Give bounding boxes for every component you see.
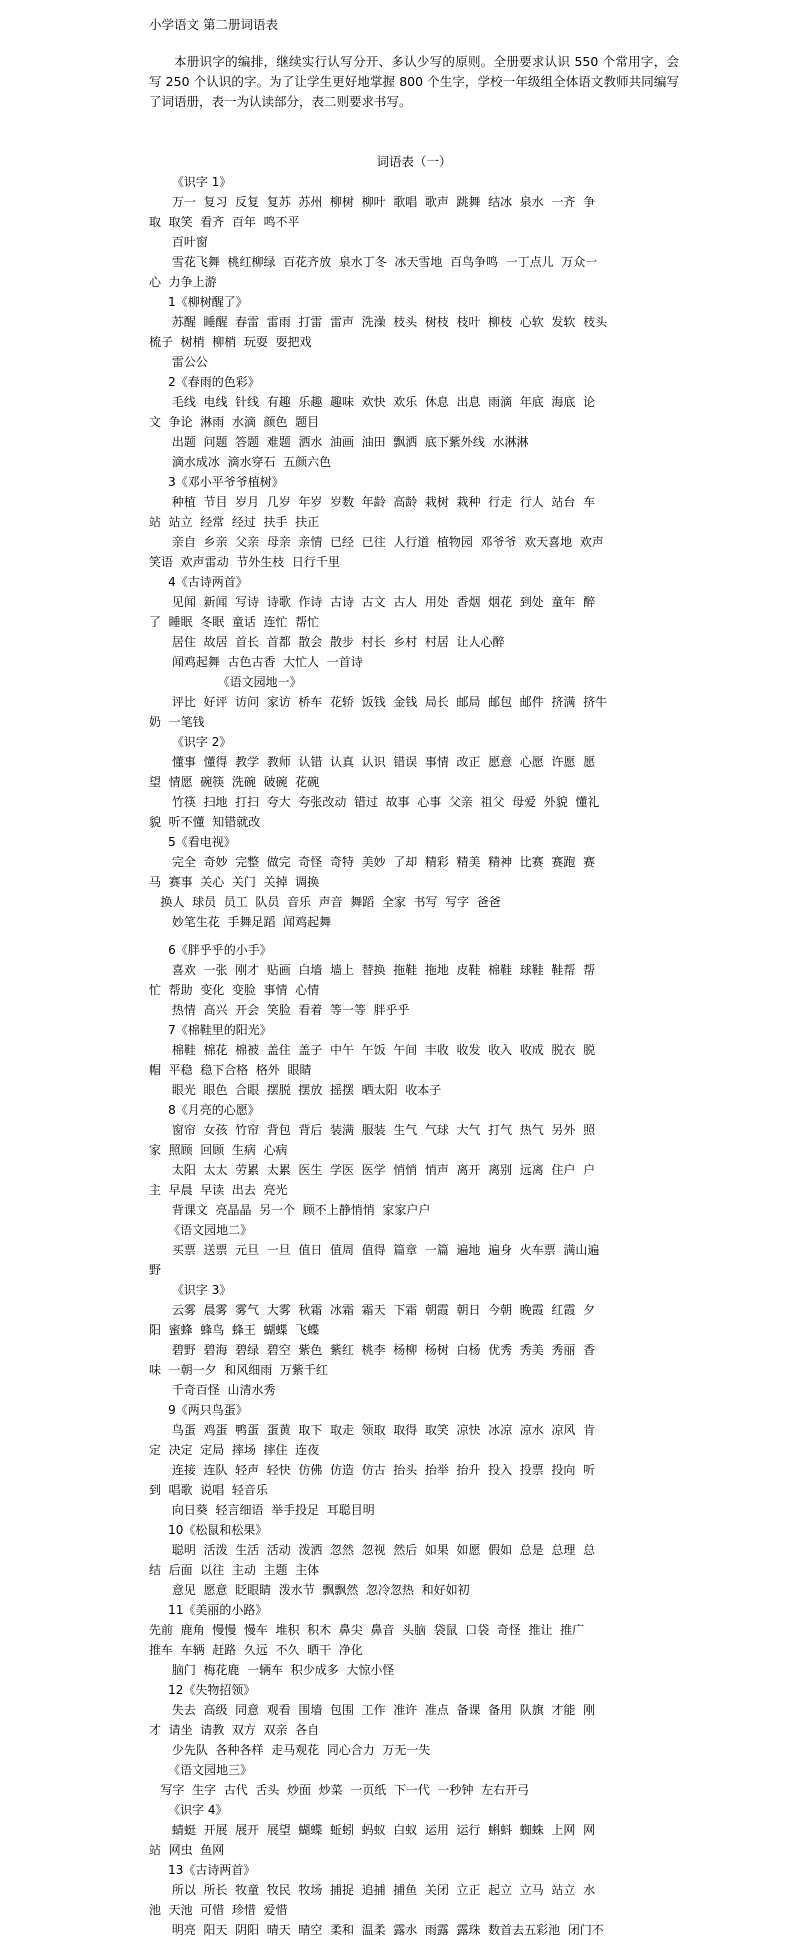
word-list-line: 棉鞋 棉花 棉被 盖住 盖子 中午 午饭 午间 丰收 收发 收入 收成 脱衣 脱 [149,1043,596,1057]
word-list-line: 站 网虫 鱼网 [149,1843,225,1857]
word-list-line: 到 唱歌 说唱 轻音乐 [149,1483,268,1497]
word-list-line: 阳 蜜蜂 蜂鸟 蜂王 蝴蝶 飞蝶 [149,1323,320,1337]
word-list-line: 12《失物招领》 [149,1683,256,1697]
word-list-line: 了 睡眠 冬眠 童话 连忙 帮忙 [149,615,320,629]
word-list-line: 热情 高兴 开会 笑脸 看着 等一等 胖乎乎 [149,1003,410,1017]
word-list-line: 所以 所长 牧童 牧民 牧场 捕捉 追捕 捕鱼 关闭 立正 起立 立马 站立 水 [149,1883,596,1897]
word-list-line: 妙笔生花 手舞足蹈 闻鸡起舞 [149,915,332,929]
word-list-line: 居住 故居 首长 首都 散会 散步 村长 乡村 村居 让人心醉 [149,635,505,649]
word-list-line: 《识字 4》 [149,1803,228,1817]
word-list-line: 苏醒 睡醒 春雷 雷雨 打雷 雷声 洗澡 枝头 树枝 枝叶 柳枝 心软 发软 枝头 [149,315,608,329]
word-list-line: 《语文园地一》 [149,675,302,689]
word-list-line: 取 取笑 看齐 百年 鸣不平 [149,215,300,229]
word-list-line: 家 照顾 回顾 生病 心病 [149,1143,288,1157]
word-list-line: 闻鸡起舞 古色古香 大忙人 一首诗 [149,655,363,669]
word-list-line: 1《柳树醒了》 [149,295,248,309]
word-list-line: 雪花飞舞 桃红柳绿 百花齐放 泉水丁冬 冰天雪地 百鸟争鸣 一丁点儿 万众一 [149,255,598,269]
word-list-line: 《语文园地二》 [149,1223,253,1237]
word-list-line: 奶 一笔钱 [149,715,205,729]
word-list-line: 脑门 梅花鹿 一辆车 积少成多 大惊小怪 [149,1663,395,1677]
word-list-line: 见闻 新闻 写诗 诗歌 作诗 古诗 古文 古人 用处 香烟 烟花 到处 童年 醉 [149,595,596,609]
word-list-line: 帽 平稳 稳下合格 格外 眼睛 [149,1063,312,1077]
word-list-line: 鸟蛋 鸡蛋 鸭蛋 蛋黄 取下 取走 领取 取得 取笑 凉快 冰凉 凉水 凉风 肯 [149,1423,596,1437]
word-list-line: 味 一朝一夕 和风细雨 万紫千红 [149,1363,328,1377]
word-list-line: 貌 听不懂 知错就改 [149,815,261,829]
word-list-line: 评比 好评 访问 家访 桥车 花轿 饭钱 金钱 局长 邮局 邮包 邮件 挤满 挤牛 [149,695,608,709]
word-list-line: 《识字 3》 [149,1283,232,1297]
word-list-line: 碧野 碧海 碧绿 碧空 紫色 紫红 桃李 杨柳 杨树 白杨 优秀 秀美 秀丽 香 [149,1343,596,1357]
word-list-line: 出题 问题 答题 难题 洒水 油画 油田 飘洒 底下紫外线 水淋淋 [149,435,529,449]
word-list-line: 10《松鼠和松果》 [149,1523,268,1537]
word-list-line: 连接 连队 轻声 轻快 仿佛 仿造 仿古 抬头 抬举 抬升 投入 投票 投向 听 [149,1463,596,1477]
word-list-line: 望 情愿 碗筷 洗碗 破碗 花碗 [149,775,320,789]
word-list-line: 站 站立 经常 经过 扶手 扶正 [149,515,320,529]
table-title: 词语表（一） [376,154,452,169]
word-list-line: 意见 愿意 眨眼睛 泼水节 飘飘然 忽冷忽热 和好如初 [149,1583,470,1597]
word-list-line: 滴水成冰 滴水穿石 五颜六色 [149,455,332,469]
word-list-line: 懂事 懂得 教学 教师 认错 认真 认识 错误 事情 改正 愿意 心愿 许愿 愿 [149,755,596,769]
word-list-line: 5《看电视》 [149,835,236,849]
word-list-line: 9《两只鸟蛋》 [149,1403,248,1417]
word-list-line: 13《古诗两首》 [149,1863,256,1877]
word-list-line: 马 赛事 关心 关门 关掉 调换 [149,875,320,889]
word-list-line: 万一 复习 反复 复苏 苏州 柳树 柳叶 歌唱 歌声 跳舞 结冰 泉水 一齐 争 [149,195,596,209]
word-list-line: 8《月亮的心愿》 [149,1103,260,1117]
word-list-line: 竹筷 扫地 打扫 夸大 夸张改动 错过 故事 心事 父亲 祖父 母爱 外貌 懂礼 [149,795,600,809]
word-list-line: 6《胖乎乎的小手》 [149,943,272,957]
word-list-line: 《语文园地三》 [149,1763,253,1777]
word-list-line: 2《春雨的色彩》 [149,375,260,389]
word-list-line: 主 早晨 早读 出去 亮光 [149,1183,288,1197]
word-list-line: 亲自 乡亲 父亲 母亲 亲情 已经 已往 人行道 植物园 邓爷爷 欢天喜地 欢声 [149,535,604,549]
word-list-line: 喜欢 一张 刚才 贴画 白墙 墙上 替换 拖鞋 拖地 皮鞋 棉鞋 球鞋 鞋帮 帮 [149,963,596,977]
word-list-line: 先前 鹿角 慢慢 慢车 堆积 积木 鼻尖 鼻音 头脑 袋鼠 口袋 奇怪 推让 推广 [149,1623,585,1637]
word-list-line: 文 争论 淋雨 水滴 颜色 题目 [149,415,320,429]
word-list-line: 心 力争上游 [149,275,217,289]
word-list-line: 4《古诗两首》 [149,575,248,589]
word-list-line: 11《美丽的小路》 [149,1603,268,1617]
word-list-line: 完全 奇妙 完整 做完 奇怪 奇特 美妙 了却 精彩 精美 精神 比赛 赛跑 赛 [149,855,596,869]
word-list [149,172,679,1940]
word-list-line: 太阳 太太 劳累 太累 医生 学医 医学 悄悄 悄声 离开 离别 远离 住户 户 [149,1163,596,1177]
word-list-line: 结 后面 以往 主动 主题 主体 [149,1563,320,1577]
word-list-line: 云雾 晨雾 雾气 大雾 秋霜 冰霜 霜天 下霜 朝霞 朝日 今朝 晚霞 红霞 夕 [149,1303,596,1317]
word-list-line: 少先队 各种各样 走马观花 同心合力 万无一失 [149,1743,431,1757]
word-list-line: 蜻蜓 开展 展开 展望 蝴蝶 蚯蚓 蚂蚁 白蚁 运用 运行 蝌蚪 蜘蛛 上网 网 [149,1823,596,1837]
word-list-line: 野 [149,1263,162,1277]
word-list-line: 聪明 活泼 生活 活动 泼洒 忽然 忽视 然后 如果 如愿 假如 总是 总理 总 [149,1543,596,1557]
word-list-line: 明亮 阳天 阴阳 晴天 晴空 柔和 温柔 露水 雨露 露珠 数首去五彩池 闭门不 [149,1923,604,1937]
word-list-line: 千奇百怪 山清水秀 [149,1383,276,1397]
word-list-line: 定 决定 定局 摔场 摔住 连夜 [149,1443,320,1457]
word-list-line: 《识字 2》 [149,735,232,749]
intro-paragraph: 本册识字的编排，继续实行认写分开、多认少写的原则。全册要求认识 550 个常用字，会写 250 个认识的字。为了让学生更好地掌握 800 个生字，学校一年级组全体语文教师共同编写了词语册，表一为认读部分，表二则要求书写。 [149,54,679,109]
word-list-line: 换人 球员 员工 队员 音乐 声音 舞蹈 全家 书写 写字 爸爸 [149,895,501,909]
word-list-line: 写字 生字 古代 舌头 炒面 炒菜 一页纸 下一代 一秒钟 左右开弓 [149,1783,530,1797]
word-list-line: 百叶窗 [149,235,208,249]
word-list-line: 买票 送票 元旦 一旦 值日 值周 值得 篇章 一篇 遍地 遍身 火车票 满山遍 [149,1243,600,1257]
word-list-line: 才 请坐 请教 双方 双亲 各自 [149,1723,320,1737]
word-list-line: 背课文 亮晶晶 另一个 顾不上静悄悄 家家户户 [149,1203,431,1217]
word-list-line: 眼光 眼色 合眼 摆脱 摆放 摇摆 晒太阳 收本子 [149,1083,442,1097]
word-list-line: 笑语 欢声雷动 节外生枝 日行千里 [149,555,340,569]
word-list-line: 7《棉鞋里的阳光》 [149,1023,272,1037]
word-list-line: 推车 车辆 赶路 久远 不久 晒干 净化 [149,1643,363,1657]
word-list-line: 3《邓小平爷爷植树》 [149,475,284,489]
document-title: 小学语文 第二册词语表 [149,17,278,32]
word-list-line: 失去 高级 同意 观看 围墙 包围 工作 准许 准点 备课 备用 队旗 才能 刚 [149,1703,596,1717]
word-list-line: 雷公公 [149,355,208,369]
word-list-line: 窗帘 女孩 竹帘 背包 背后 装满 服装 生气 气球 大气 打气 热气 另外 照 [149,1123,596,1137]
word-list-line: 种植 节目 岁月 几岁 年岁 岁数 年龄 高龄 栽树 栽种 行走 行人 站台 车 [149,495,596,509]
word-list-line: 池 天池 可惜 珍惜 爱惜 [149,1903,288,1917]
word-list-line: 梳子 树梢 柳梢 玩耍 耍把戏 [149,335,312,349]
word-list-line: 忙 帮助 变化 变脸 事情 心情 [149,983,320,997]
word-list-line: 《识字 1》 [149,175,232,189]
word-list-line: 向日葵 轻言细语 举手投足 耳聪目明 [149,1503,375,1517]
word-list-line: 毛线 电线 针线 有趣 乐趣 趣味 欢快 欢乐 休息 出息 雨滴 年底 海底 论 [149,395,596,409]
